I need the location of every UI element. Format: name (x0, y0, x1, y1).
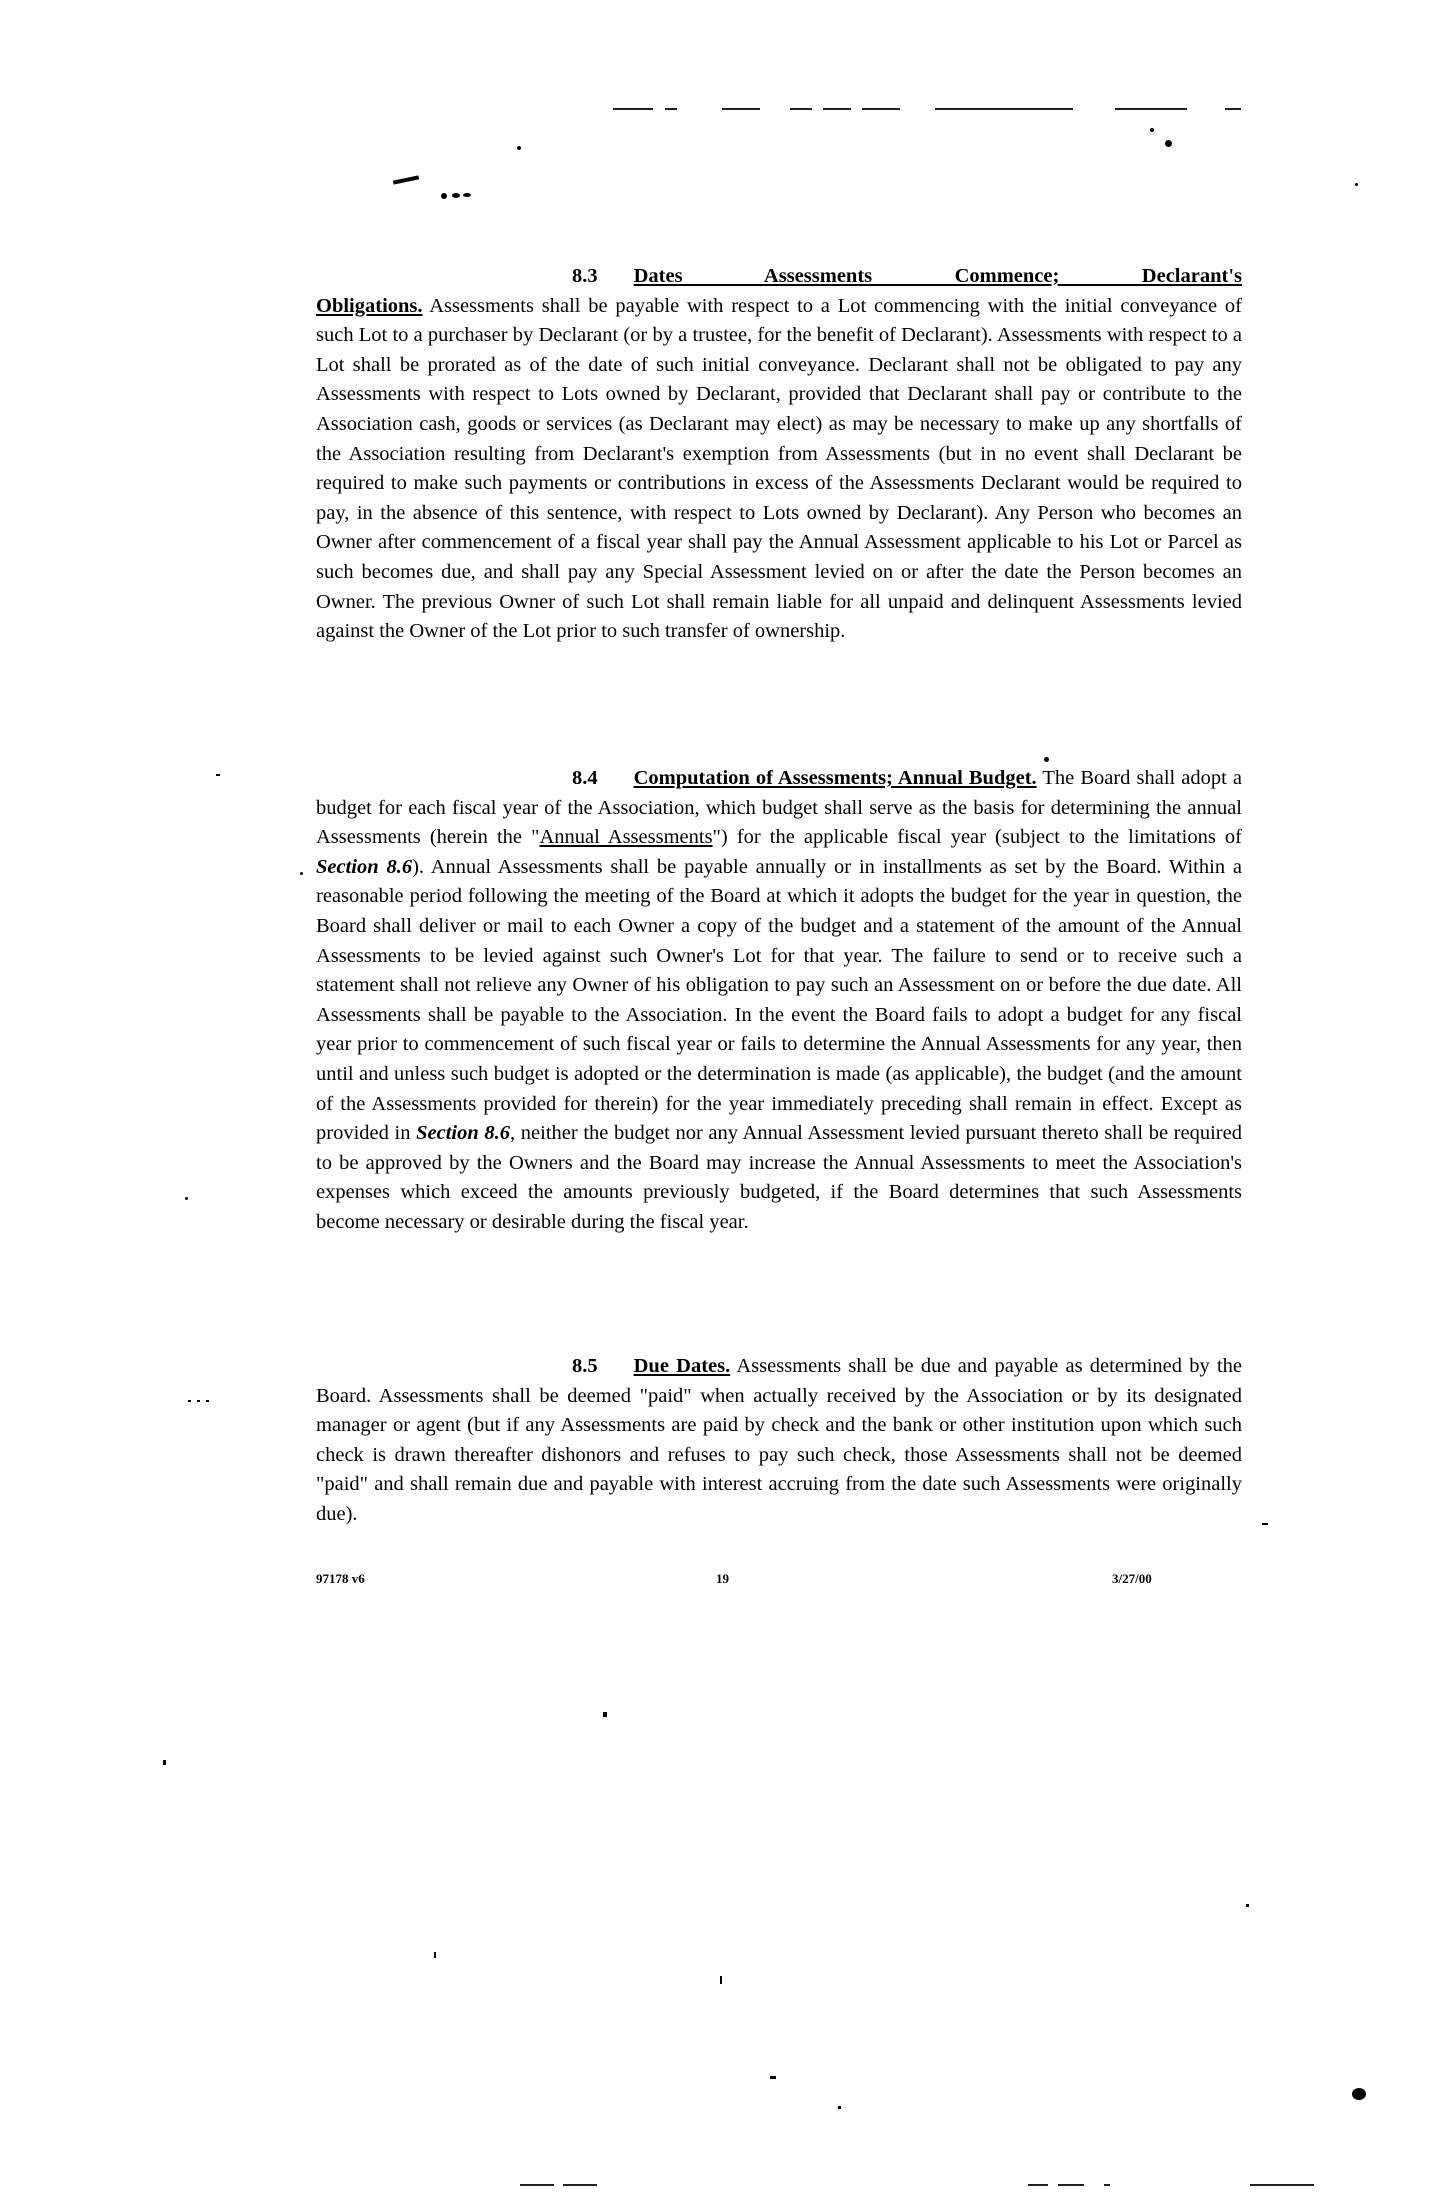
defined-term: Annual Assessments (539, 826, 713, 849)
section-number: 8.5 (572, 1355, 598, 1377)
section-heading: Computation of Assessments; Annual Budget. (633, 767, 1037, 789)
section-paragraph (316, 764, 1242, 1238)
section-body: The Board shall adopt a budget for each fiscal year of the Association, which budget shall serve as the basis for determining the annual Assessments (herein the " (316, 767, 1242, 849)
section-number: 8.3 (572, 265, 598, 287)
section-8-5 (316, 1352, 1242, 1530)
section-8-3 (316, 262, 1242, 647)
page-number: 19 (716, 1571, 729, 1586)
section-body: Assessments shall be due and payable as determined by the Board. Assessments shall be deemed "paid" when actually received by the Association or by its designated manager or agent (but if any Assessments are paid by check and the bank or other institution upon which such check is drawn thereafter dishonors and refuses to pay such check, those Assessments shall not be deemed "paid" and shall remain due and payable with interest accruing from the date such Assessments were originally due). (316, 1355, 1243, 1525)
section-paragraph (316, 262, 1242, 647)
document-id: 97178 v6 (316, 1571, 365, 1586)
section-body: ") for the applicable fiscal year (subject to the limitations of (712, 826, 1242, 849)
section-number: 8.4 (572, 767, 598, 789)
section-body: ). Annual Assessments shall be payable annually or in installments as set by the Board. Within a reasonable period following the meeting of the Board at which it adopts the budget for the year in question, the Board shall deliver or mail to each Owner a copy of the budget and a statement of the amount of the Annual Assessments to be levied against such Owner's Lot for that year. The failure to send or to receive such a statement shall not relieve any Owner of his obligation to pay such an Assessment on or before the due date. All Assessments shall be payable to the Association. In the event the Board fails to adopt a budget for any fiscal year prior to commencement of such fiscal year or fails to determine the Annual Assessments for any year, then until and unless such budget is adopted or the determination is made (as applicable), the budget (and the amount of the Assessments provided for therein) for the year immediately preceding shall remain in effect. Except as provided in (316, 855, 1242, 1145)
section-body: Assessments shall be payable with respect to a Lot commencing with the initial conveyance of such Lot to a purchaser by Declarant (or by a trustee, for the benefit of Declarant). Assessments with respect to a Lot shall be prorated as of the date of such initial conveyance. Declarant shall not be obligated to pay any Assessments with respect to Lots owned by Declarant, provided that Declarant shall pay or contribute to the Association cash, goods or services (as Declarant may elect) as may be necessary to make up any shortfalls of the Association resulting from Declarant's exemption from Assessments (but in no event shall Declarant be required to make such payments or contributions in excess of the Assessments Declarant would be required to pay, in the absence of this sentence, with respect to Lots owned by Declarant). Any Person who becomes an Owner after commencement of a fiscal year shall pay the Annual Assessment applicable to his Lot or Parcel as such becomes due, and shall pay any Special Assessment levied on or after the date the Person becomes an Owner. The previous Owner of such Lot shall remain liable for all unpaid and delinquent Assessments levied against the Owner of the Lot prior to such transfer of ownership. (316, 294, 1242, 643)
page-footer (316, 1571, 1242, 1591)
section-body: , neither the budget nor any Annual Assessment levied pursuant thereto shall be required to be approved by the Owners and the Board may increase the Annual Assessments to meet the Association's expenses which exceed the amounts previously budgeted, if the Board determines that such Assessments become necessary or desirable during the fiscal year. (316, 1122, 1242, 1233)
section-reference: Section 8.6 (416, 1122, 511, 1145)
section-8-4 (316, 764, 1242, 1238)
section-heading: Dates Assessments Commence; Declarant's Obligations. (316, 265, 1242, 317)
section-paragraph (316, 1352, 1242, 1530)
section-heading: Due Dates. (633, 1355, 731, 1377)
footer-date: 3/27/00 (1112, 1571, 1152, 1586)
section-reference: Section 8.6 (316, 855, 413, 878)
